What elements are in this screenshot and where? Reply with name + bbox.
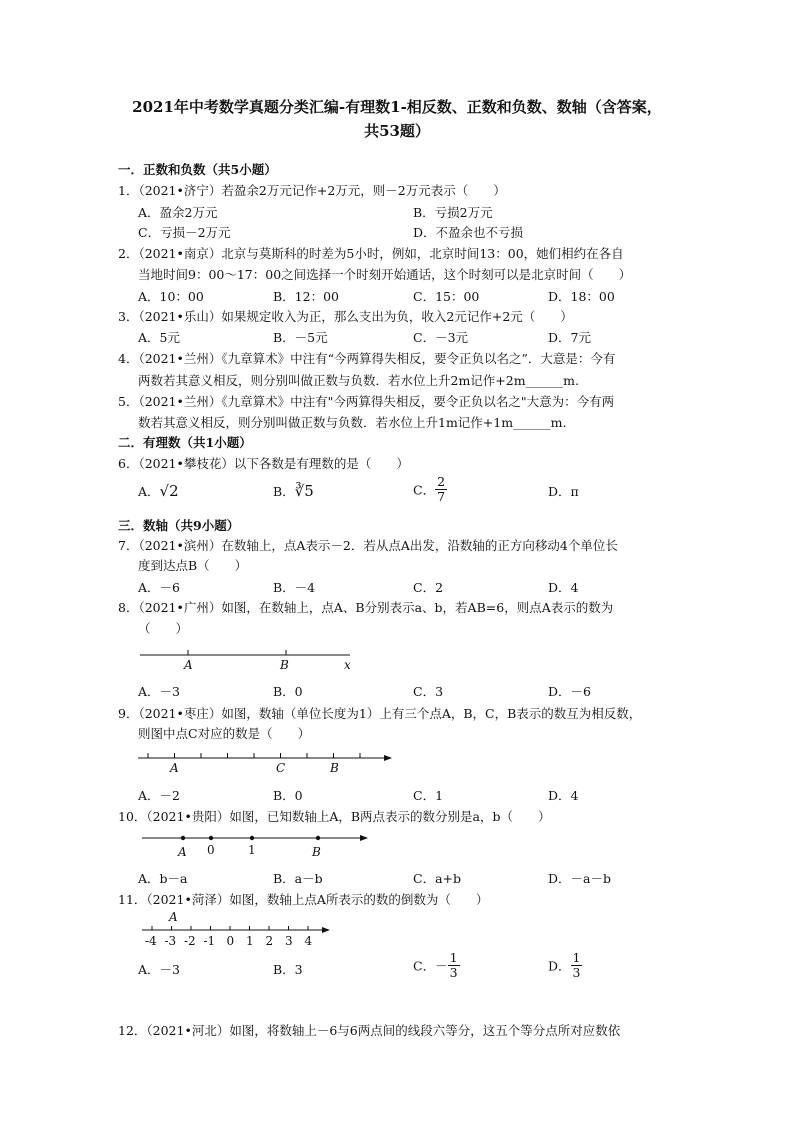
q6-option-b-label: B． [273,484,295,499]
question-8-stem-line1: 8．（2021•广州）如图，在数轴上，点A、B分别表示a、b，若AB=6，则点A表示的数为 [118,600,614,615]
q6-c-denominator: 7 [437,489,446,504]
q11-tick-label: -4 [145,934,157,948]
q8-label-x: x [344,658,351,672]
section-heading-1: 一．正数和负数（共5小题） [118,162,277,177]
q10-label-zero: 0 [207,843,215,857]
q11-axis-arrow [322,927,330,933]
q11-tick-label: 2 [265,934,274,948]
q7-option-d: D．4 [548,580,579,595]
q3-option-c: C．－3元 [413,330,469,345]
q7-option-a: A．－6 [138,580,180,595]
q2-option-c: C．15：00 [413,289,480,304]
question-7-stem-line2: 度到达点B（ ） [138,558,248,573]
q6-option-a-value: √2 [159,482,179,500]
q11-number-line-figure [142,908,342,950]
q11-option-a: A．－3 [138,962,180,977]
q9-number-line-figure [138,748,398,778]
q6-option-c-label: C． [413,482,436,498]
q11-tick-label: 1 [246,934,254,948]
q11-option-d-label: D． [548,958,571,974]
q10-label-one: 1 [248,843,256,857]
q11-tick-label: 3 [285,934,293,948]
section-heading-3: 三．数轴（共9小题） [118,518,240,533]
q7-option-b: B．－4 [273,580,316,595]
q2-option-b: B．12：00 [273,289,339,304]
q11-option-c [413,951,460,980]
question-9-stem-line1: 9．（2021•枣庄）如图，数轴（单位长度为1）上有三个点A，B，C，B表示的数互为相反数， [118,706,642,721]
question-4-stem-line1: 4．（2021•兰州）《九章算术》中注有“今两算得失相反，要令正负以名之”．大意是：今有 [118,351,616,366]
q9-option-d: D．4 [548,788,579,803]
q9-option-b: B．0 [273,788,303,803]
question-6-stem: 6．（2021•攀枝花）以下各数是有理数的是（ ） [118,456,409,471]
q3-option-a: A．5元 [138,330,180,345]
q10-point-zero [209,836,213,840]
q6-option-c [413,475,447,504]
page-title-line1: 2021年中考数学真题分类汇编-有理数1-相反数、正数和负数、数轴（含答案， [132,98,662,116]
question-11-stem: 11．（2021•菏泽）如图，数轴上点A所表示的数的倒数为（ ） [118,892,489,907]
q8-option-b: B．0 [273,684,303,699]
question-5-stem-line1: 5．（2021•兰州）《九章算术》中注有"今两算得失相反，要令正负以名之"大意为：今有两 [118,394,615,409]
question-7-stem-line1: 7．（2021•滨州）在数轴上，点A表示－2．若从点A出发，沿数轴的正方向移动4个单位长 [118,538,618,553]
q10-axis-arrow [360,835,368,841]
q11-option-d-fraction [571,951,583,980]
q11-d-numerator: 1 [572,950,581,965]
q3-option-d: D．7元 [548,330,591,345]
q11-ticks [145,926,313,948]
q10-option-c: C．a+b [413,871,461,886]
question-12-stem: 12．（2021•河北）如图，将数轴上－6与6两点间的线段六等分，这五个等分点所对应数依 [118,1023,621,1038]
q6-option-a-label: A． [138,484,160,499]
question-9-stem-line2: 则图中点C对应的数是（ ） [138,726,311,741]
page-title-line2: 共53题） [364,122,430,140]
q6-option-c-fraction [435,475,447,504]
q10-point-b [316,836,320,840]
q6-option-b [273,482,314,500]
q10-number-line-figure [142,830,382,860]
q11-tick-label: -2 [184,934,196,948]
q8-option-c: C．3 [413,684,444,699]
q1-option-d: D．不盈余也不亏损 [413,225,524,240]
question-3-stem: 3．（2021•乐山）如果规定收入为正，那么支出为负，收入2元记作+2元（ ） [118,309,573,324]
q9-axis-arrow [384,755,392,761]
question-8-stem-line2: （ ） [138,621,189,636]
q9-option-a: A．－2 [138,788,180,803]
question-2-stem-line1: 2．（2021•南京）北京与莫斯科的时差为5小时，例如，北京时间13：00，她们相约在各自 [118,246,624,261]
q11-option-b: B．3 [273,962,303,977]
q9-label-c: C [276,761,286,775]
q8-label-b: B [280,658,289,672]
q11-c-numerator: 1 [449,950,458,965]
q6-option-d: D．π [548,484,579,499]
q10-option-d: D．－a－b [548,871,611,886]
q9-option-c: C．1 [413,788,444,803]
question-10-stem: 10．（2021•贵阳）如图，已知数轴上A，B两点表示的数分别是a，b（ ） [118,809,551,824]
question-5-stem-line2: 数若其意义相反，则分别叫做正数与负数．若水位上升1m记作+1m______m. [138,415,567,430]
q10-option-a: A．b－a [138,871,188,886]
q2-option-d: D．18：00 [548,289,615,304]
q11-tick-label: 0 [226,934,235,948]
q11-tick-label: 4 [304,934,313,948]
section-heading-2: 二．有理数（共1小题） [118,435,252,450]
q8-option-d: D．－6 [548,684,591,699]
q9-label-a: A [170,761,179,775]
q10-point-a [181,836,185,840]
q8-number-line-figure [140,645,370,675]
question-1-stem: 1．（2021•济宁）若盈余2万元记作+2万元，则－2万元表示（ ） [118,183,506,198]
q1-option-a: A．盈余2万元 [138,205,218,220]
q8-label-a: A [184,658,193,672]
q10-label-a: A [178,845,187,859]
q11-option-d [548,951,582,980]
q9-ticks [148,753,360,758]
q10-option-b: B．a－b [273,871,323,886]
question-2-stem-line2: 当地时间9：00～17：00之间选择一个时刻开始通话，这个时刻可以是北京时间（ ） [138,267,632,282]
q9-label-b: B [330,761,339,775]
q1-option-c: C．亏损－2万元 [138,225,231,240]
q11-tick-label: -3 [164,934,177,948]
q11-d-denominator: 3 [572,965,581,980]
q11-label-a: A [169,910,178,924]
q11-option-c-label: C．－ [413,958,448,974]
q11-c-denominator: 3 [449,965,458,980]
q11-tick-label: -1 [203,934,216,948]
q10-point-one [250,836,254,840]
q6-c-numerator: 2 [437,474,446,489]
q11-option-c-fraction [448,951,460,980]
q10-label-b: B [312,845,321,859]
q2-option-a: A．10：00 [138,289,204,304]
question-4-stem-line2: 两数若其意义相反，则分别叫做正数与负数．若水位上升2m记作+2m______m. [138,373,579,388]
q6-option-b-value: ∛5 [294,482,314,500]
q3-option-b: B．－5元 [273,330,328,345]
q1-option-b: B．亏损2万元 [413,205,493,220]
q7-option-c: C．2 [413,580,444,595]
q6-option-a [138,482,179,500]
q8-option-a: A．－3 [138,684,180,699]
